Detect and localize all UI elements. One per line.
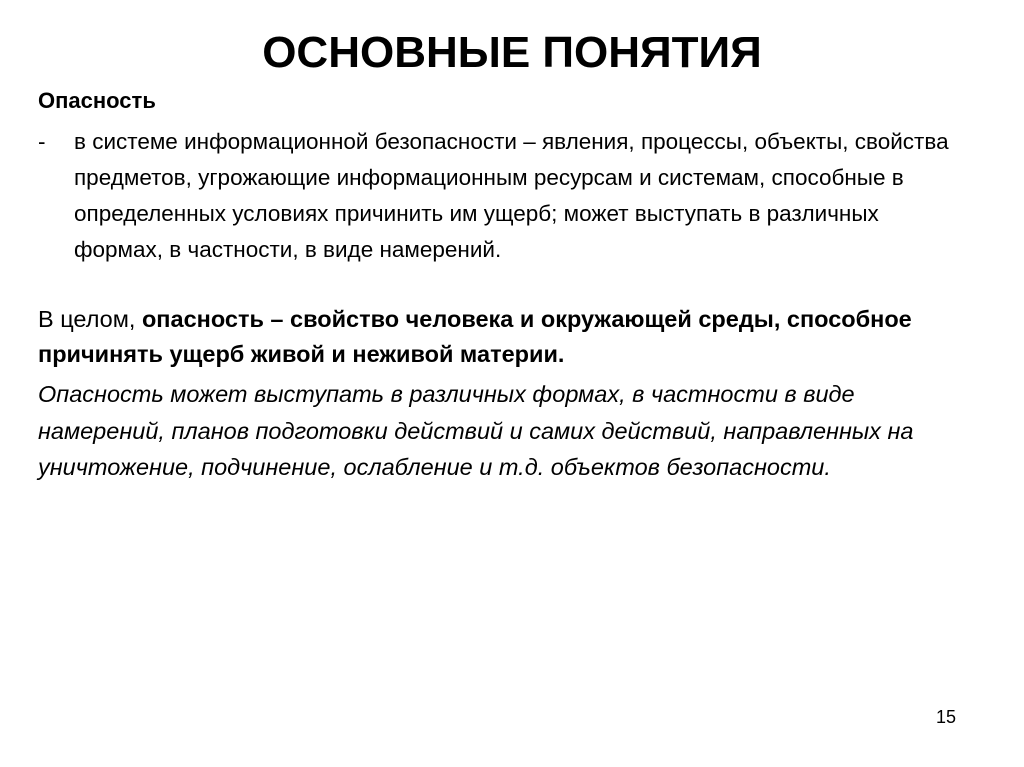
bullet-dash: - [38,129,46,154]
italic-note: Опасность может выступать в различных формах, в частности в виде намерений, планов подготовки действий и самих действий, направленных на уничтожение, подчинение, ослабление и т.д. объектов безопасности. [38,381,914,480]
definition-item [38,124,968,268]
summary-definition: опасность – свойство человека и окружающей среды, способное причинять ущерб живой и неживой материи. [38,306,912,367]
summary-paragraph [38,302,978,372]
summary-lead: В целом, [38,306,142,332]
page-number: 15 [936,707,957,727]
term-heading: Опасность [38,88,156,113]
definition-text: в системе информационной безопасности – явления, процессы, объекты, свойства предметов, угрожающие информационным ресурсам и системам, способные в определенных условиях причинить им ущерб; может выступать в различных формах, в частности, в виде намерений. [74,129,949,262]
slide-title: ОСНОВНЫЕ ПОНЯТИЯ [262,28,762,77]
